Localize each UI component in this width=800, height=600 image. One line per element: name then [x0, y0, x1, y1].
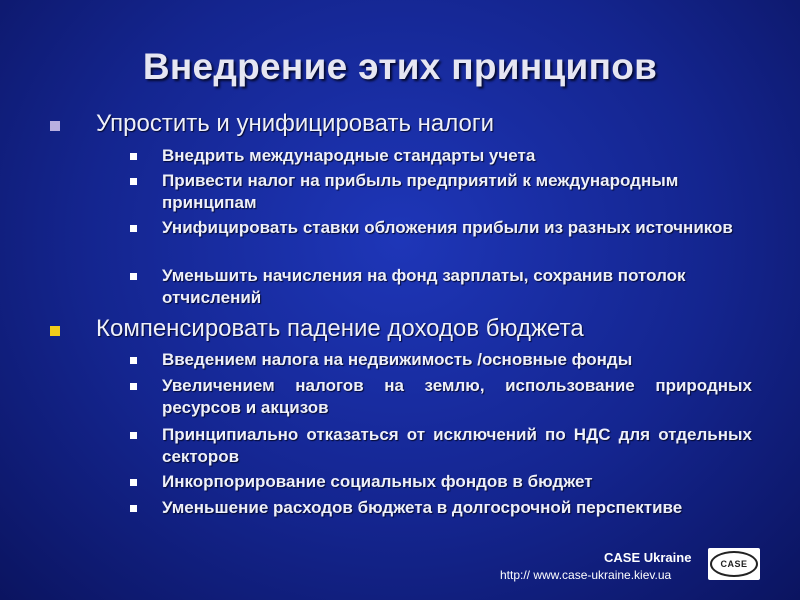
bullet-icon — [130, 357, 137, 364]
bullet-icon — [130, 432, 137, 439]
case-logo-oval: CASE — [710, 551, 758, 577]
bullet-icon — [130, 505, 137, 512]
list-item: Уменьшить начисления на фонд зарплаты, сохранив потолок отчислений — [162, 266, 686, 307]
bullet-icon — [130, 273, 137, 280]
bullet-icon — [130, 153, 137, 160]
bullet-icon — [130, 178, 137, 185]
list-item: Увеличением налогов на землю, использование природных ресурсов и акцизов — [162, 376, 752, 417]
footer-org: CASE Ukraine — [604, 550, 692, 565]
case-logo — [708, 548, 760, 580]
section-2-heading: Компенсировать падение доходов бюджета — [96, 315, 584, 342]
list-item: Унифицировать ставки обложения прибыли из разных источников — [162, 218, 733, 237]
bullet-icon — [130, 225, 137, 232]
list-item: Внедрить международные стандарты учета — [162, 146, 536, 165]
section-2-bullet — [50, 326, 60, 336]
bullet-icon — [130, 479, 137, 486]
section-1-heading: Упростить и унифицировать налоги — [96, 110, 495, 137]
list-item: Принципиально отказаться от исключений по НДС для отдельных секторов — [162, 425, 752, 466]
page-title: Внедрение этих принципов — [142, 46, 658, 87]
footer-url[interactable]: http:// www.case-ukraine.kiev.ua — [500, 568, 672, 582]
list-item: Привести налог на прибыль предприятий к международным принципам — [162, 171, 679, 212]
list-item: Инкорпорирование социальных фондов в бюджет — [162, 472, 593, 491]
list-item: Введением налога на недвижимость /основные фонды — [162, 350, 633, 369]
bullet-icon — [130, 383, 137, 390]
list-item: Уменьшение расходов бюджета в долгосрочной перспективе — [162, 498, 683, 517]
section-1-bullet — [50, 121, 60, 131]
